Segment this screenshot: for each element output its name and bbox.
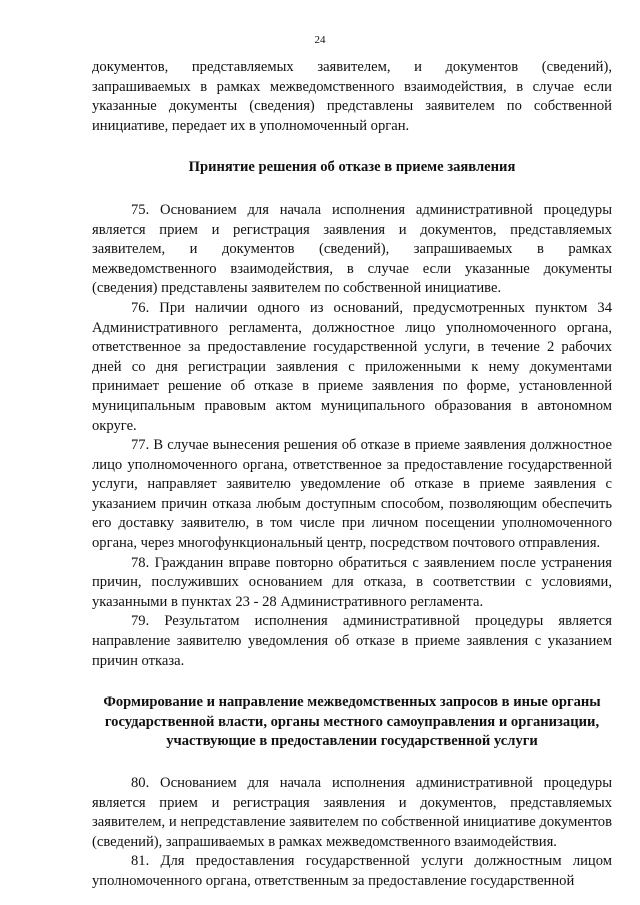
document-body bbox=[92, 58, 612, 892]
paragraph-75: 75. Основанием для начала исполнения административной процедуры является прием и регистрация заявления и документов, представляемых заявителем, и документов (сведений), запрашиваемых в рамках межведомственного взаимодействия, в случае если указанные документы (сведения) представлены заявителем по собственной инициативе. bbox=[92, 201, 612, 297]
paragraph-81: 81. Для предоставления государственной услуги должностным лицом уполномоченного органа, ответственным за предоставление государственной bbox=[92, 853, 612, 889]
intro-paragraph: документов, представляемых заявителем, и документов (сведений), запрашиваемых в рамках межведомственного взаимодействия, в случае если указанные документы (сведения) представлены заявителем по собственной инициативе, передает их в уполномоченный орган. bbox=[92, 59, 612, 134]
page-number: 24 bbox=[314, 34, 326, 46]
paragraph-77: 77. В случае вынесения решения об отказе в приеме заявления должностное лицо уполномоченного органа, ответственное за предоставление государственной услуги, направляет заявителю уведомление об отказе в приеме заявления с указанием причин отказа любым доступным способом, позволяющим обеспечить его доставку заявителю, в том числе при личном посещении уполномоченного органа, через многофункциональный центр, посредством почтового отправления. bbox=[92, 437, 612, 552]
section-heading-refusal: Принятие решения об отказе в приеме заявления bbox=[188, 159, 516, 176]
section-heading-interagency-requests: Формирование и направление межведомственных запросов в иные органы государственной власти, органы местного самоуправления и организации, участвующие в предоставлении государственной услуги bbox=[103, 694, 601, 750]
paragraph-76: 76. При наличии одного из оснований, предусмотренных пунктом 34 Административного регламента, должностное лицо уполномоченного органа, ответственное за предоставление государственной услуги, в течение 2 рабочих дней со дня регистрации заявления с приложенными к нему документами принимает решение об отказе в приеме заявления по форме, установленной муниципальным правовым актом муниципального образования в автономном округе. bbox=[92, 299, 612, 434]
paragraph-80: 80. Основанием для начала исполнения административной процедуры является прием и регистрация заявления и документов, представляемых заявителем, и непредставление заявителем по собственной инициативе документов (сведений), запрашиваемых в рамках межведомственного взаимодействия. bbox=[92, 775, 612, 850]
paragraph-79: 79. Результатом исполнения административной процедуры является направление заявителю уведомления об отказе в приеме заявления с указанием причин отказа. bbox=[92, 613, 612, 669]
paragraph-78: 78. Гражданин вправе повторно обратиться с заявлением после устранения причин, послуживших основанием для отказа, в соответствии с условиями, указанными в пунктах 23 - 28 Административного регламента. bbox=[92, 554, 612, 610]
